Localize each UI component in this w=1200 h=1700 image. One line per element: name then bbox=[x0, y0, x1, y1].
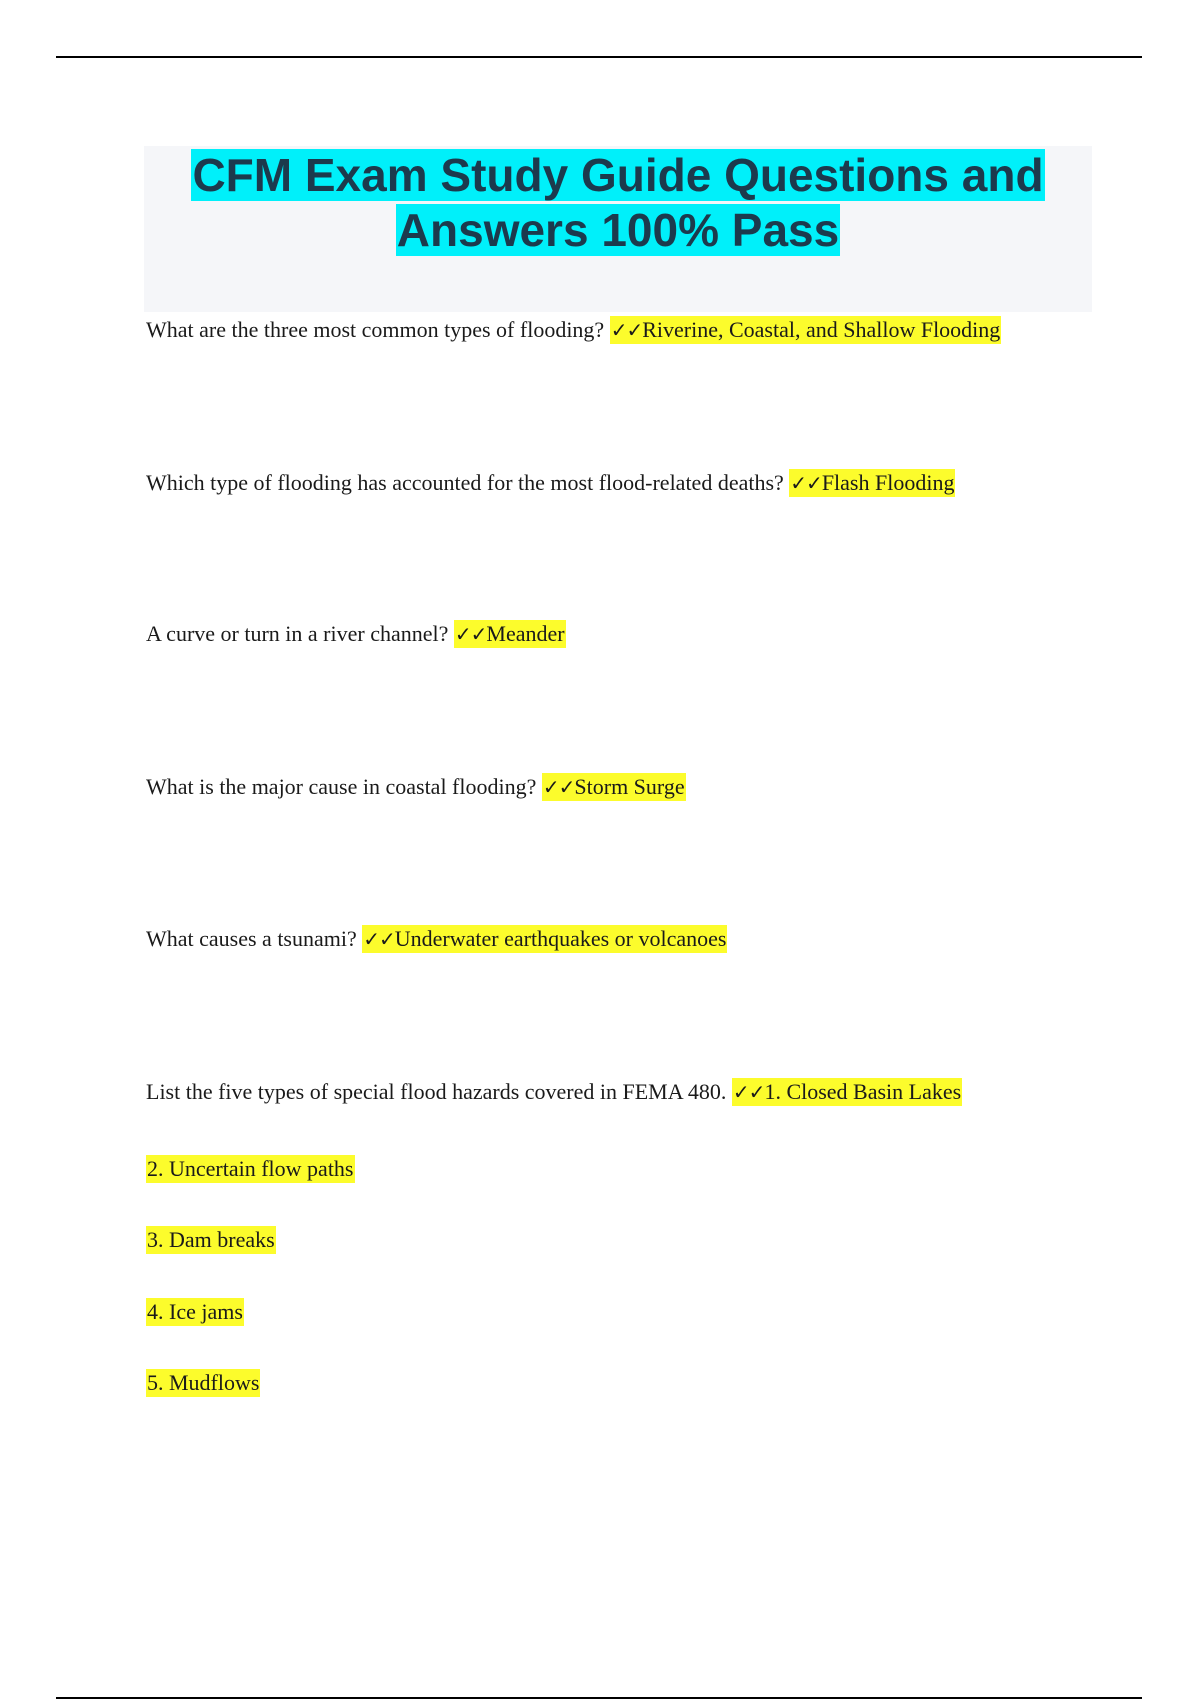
document-title bbox=[144, 146, 1092, 258]
header-rule bbox=[56, 56, 1142, 58]
title-line-1: CFM Exam Study Guide Questions and bbox=[192, 149, 1044, 201]
answer-text: Storm Surge bbox=[574, 774, 685, 799]
answer-list-item-5 bbox=[146, 1368, 260, 1398]
qa-item-2 bbox=[146, 468, 955, 498]
double-check-icon: ✓✓ bbox=[732, 1080, 765, 1104]
question-text: A curve or turn in a river channel? bbox=[146, 621, 449, 646]
question-text: List the five types of special flood hazards covered in FEMA 480. bbox=[146, 1079, 727, 1104]
answer-highlight bbox=[732, 1078, 962, 1106]
qa-item-6 bbox=[146, 1077, 962, 1107]
answer-highlight bbox=[542, 773, 686, 801]
double-check-icon: ✓✓ bbox=[363, 927, 395, 951]
question-text: What are the three most common types of flooding? bbox=[146, 317, 605, 342]
double-check-icon: ✓✓ bbox=[790, 471, 822, 495]
answer-highlight bbox=[610, 316, 1002, 344]
qa-item-5 bbox=[146, 924, 727, 954]
answer-list-item-4 bbox=[146, 1297, 244, 1327]
footer-rule bbox=[56, 1697, 1142, 1699]
answer-text: 5. Mudflows bbox=[147, 1370, 260, 1395]
answer-list-item-2 bbox=[146, 1154, 355, 1184]
answer-highlight bbox=[454, 620, 566, 648]
answer-highlight bbox=[789, 469, 955, 497]
title-block bbox=[144, 146, 1092, 312]
double-check-icon: ✓✓ bbox=[454, 622, 487, 646]
double-check-icon: ✓✓ bbox=[610, 318, 643, 342]
title-line-2: Answers 100% Pass bbox=[396, 204, 840, 256]
qa-item-4 bbox=[146, 772, 686, 802]
answer-text: 4. Ice jams bbox=[147, 1299, 243, 1324]
answer-text: Underwater earthquakes or volcanoes bbox=[394, 926, 727, 951]
answer-text: 1. Closed Basin Lakes bbox=[764, 1079, 962, 1104]
question-text: What causes a tsunami? bbox=[146, 926, 357, 951]
answer-list-item-3 bbox=[146, 1225, 276, 1255]
answer-text: 2. Uncertain flow paths bbox=[147, 1156, 354, 1181]
question-text: Which type of flooding has accounted for the most flood-related deaths? bbox=[146, 470, 784, 495]
answer-text: Riverine, Coastal, and Shallow Flooding bbox=[642, 317, 1001, 342]
answer-text: Flash Flooding bbox=[821, 470, 955, 495]
question-text: What is the major cause in coastal flooding? bbox=[146, 774, 537, 799]
qa-item-3 bbox=[146, 619, 566, 649]
qa-item-1 bbox=[146, 315, 1001, 345]
double-check-icon: ✓✓ bbox=[542, 775, 575, 799]
answer-highlight bbox=[362, 925, 727, 953]
answer-text: Meander bbox=[486, 621, 565, 646]
answer-text: 3. Dam breaks bbox=[147, 1227, 275, 1252]
